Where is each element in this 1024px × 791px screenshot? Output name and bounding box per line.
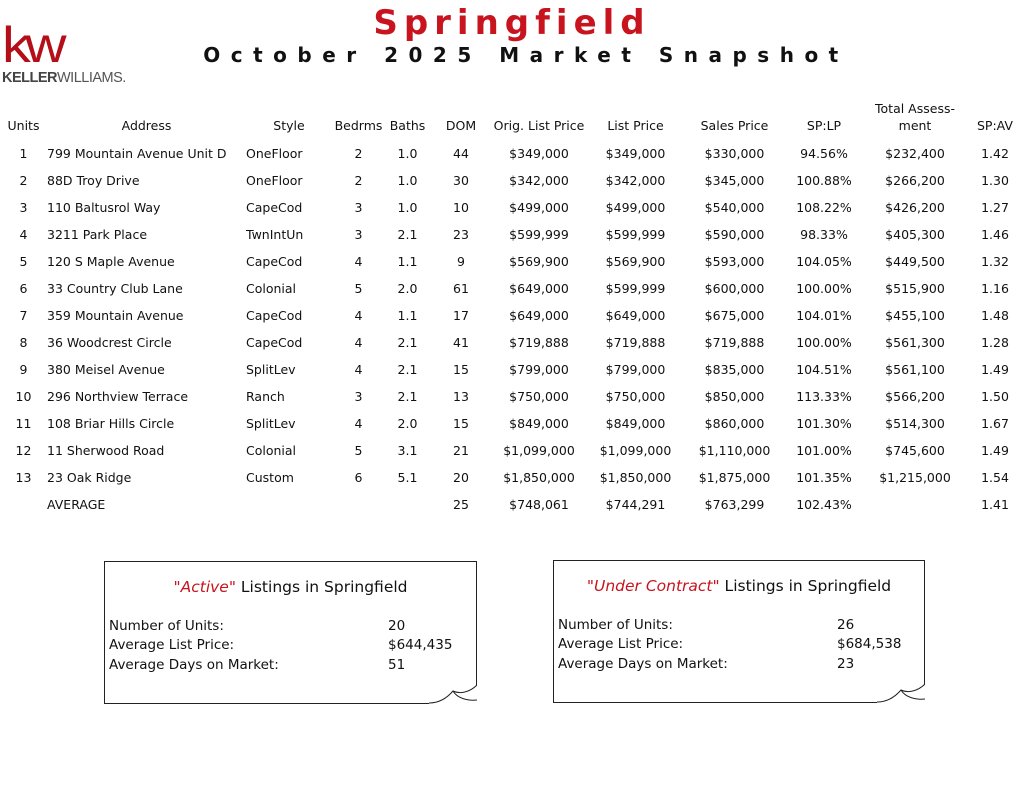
cell-sp-av: 1.67 (981, 416, 1009, 431)
cell-unit: 3 (19, 200, 28, 215)
cell-sp-av: 1.54 (981, 470, 1009, 485)
table-row (0, 329, 1024, 356)
cell-style: CapeCod (246, 335, 303, 350)
cell-total-assessment: $426,200 (885, 200, 945, 215)
cell-style: SplitLev (246, 416, 296, 431)
cell-sp-av: 1.48 (981, 308, 1009, 323)
cell-dom: 9 (457, 254, 465, 269)
header-bedrms: Bedrms (334, 118, 383, 133)
market-table (0, 94, 1024, 518)
header-orig-list-price: Orig. List Price (493, 118, 585, 133)
cell-baths: 1.1 (397, 308, 418, 323)
cell-sales-price: $345,000 (704, 173, 765, 188)
cell-dom: 30 (453, 173, 469, 188)
avg-cell-bedrooms (332, 491, 385, 518)
cell-address: 108 Briar Hills Circle (47, 416, 175, 431)
cell-sp-lp: 113.33% (796, 389, 852, 404)
cell-sales-price: $719,888 (704, 335, 765, 350)
cell-sp-av: 1.49 (981, 443, 1009, 458)
cell-list-price: $499,000 (605, 200, 666, 215)
cell-bedrooms: 5 (354, 443, 363, 458)
active-listings-box (104, 561, 477, 704)
cell-sales-price: $593,000 (704, 254, 765, 269)
cell-sp-av: 1.32 (981, 254, 1009, 269)
cell-sales-price: $590,000 (704, 227, 765, 242)
cell-list-price: $599,999 (605, 281, 666, 296)
table-body (0, 140, 1024, 518)
active-units-value: 20 (388, 618, 406, 634)
cell-dom: 44 (453, 146, 469, 161)
cell-baths: 3.1 (397, 443, 418, 458)
cell-list-price: $349,000 (605, 146, 666, 161)
cell-style: OneFloor (246, 146, 303, 161)
cell-address: 120 S Maple Avenue (47, 254, 175, 269)
cell-total-assessment: $1,215,000 (879, 470, 951, 485)
page-subtitle: October 2025 Market Snapshot (203, 43, 849, 67)
avg-cell-orig-list-price: $748,061 (509, 497, 569, 512)
avg-cell-dom: 25 (453, 497, 469, 512)
page-title: Springfield (373, 3, 651, 43)
cell-total-assessment: $232,400 (885, 146, 945, 161)
cell-sales-price: $1,110,000 (698, 443, 771, 458)
page-curl-icon (877, 683, 925, 703)
cell-orig-list-price: $649,000 (509, 281, 569, 296)
cell-sp-lp: 101.30% (796, 416, 852, 431)
header-sp-lp: SP:LP (806, 118, 842, 133)
table-row (0, 221, 1024, 248)
cell-total-assessment: $514,300 (885, 416, 945, 431)
cell-list-price: $750,000 (605, 389, 666, 404)
cell-unit: 6 (19, 281, 28, 296)
cell-sp-lp: 101.00% (796, 443, 852, 458)
cell-orig-list-price: $1,850,000 (503, 470, 575, 485)
cell-sp-lp: 100.00% (796, 335, 852, 350)
cell-sp-av: 1.27 (981, 200, 1009, 215)
cell-total-assessment: $449,500 (885, 254, 945, 269)
page-curl-icon (429, 684, 477, 704)
avg-cell-baths (385, 491, 430, 518)
cell-sales-price: $1,875,000 (698, 470, 771, 485)
cell-dom: 13 (453, 389, 469, 404)
cell-orig-list-price: $499,000 (509, 200, 569, 215)
cell-sales-price: $835,000 (704, 362, 765, 377)
cell-orig-list-price: $750,000 (509, 389, 569, 404)
cell-style: CapeCod (246, 200, 303, 215)
cell-sp-lp: 104.01% (796, 308, 852, 323)
cell-sales-price: $600,000 (704, 281, 765, 296)
cell-list-price: $569,900 (605, 254, 666, 269)
cell-bedrooms: 3 (354, 200, 363, 215)
header-sales-price: Sales Price (700, 118, 769, 133)
kw-logo-mark: kw (2, 17, 61, 73)
cell-orig-list-price: $342,000 (509, 173, 569, 188)
cell-address: 11 Sherwood Road (47, 443, 165, 458)
contract-price-label: Average List Price: (558, 636, 684, 652)
cell-bedrooms: 4 (354, 416, 363, 431)
logo-brand-text: KELLERWILLIAMS. (2, 70, 126, 86)
cell-list-price: $849,000 (605, 416, 666, 431)
cell-address: 33 Country Club Lane (47, 281, 183, 296)
cell-bedrooms: 4 (354, 335, 363, 350)
cell-address: 36 Woodcrest Circle (47, 335, 172, 350)
cell-orig-list-price: $799,000 (509, 362, 569, 377)
cell-total-assessment: $455,100 (885, 308, 945, 323)
cell-baths: 2.0 (397, 416, 418, 431)
header-units: Units (7, 118, 40, 133)
under-contract-listings-box (553, 560, 925, 703)
contract-units-label: Number of Units: (558, 617, 673, 633)
contract-dom-label: Average Days on Market: (558, 656, 728, 672)
cell-baths: 1.0 (397, 200, 418, 215)
contract-box-title: "Under Contract" Listings in Springfield (586, 577, 892, 595)
cell-dom: 41 (453, 335, 469, 350)
table-row (0, 356, 1024, 383)
cell-sp-lp: 100.88% (796, 173, 852, 188)
cell-orig-list-price: $719,888 (509, 335, 569, 350)
cell-list-price: $649,000 (605, 308, 666, 323)
cell-orig-list-price: $349,000 (509, 146, 569, 161)
active-units-label: Number of Units: (109, 618, 224, 634)
avg-cell-sp-av: 1.41 (981, 497, 1009, 512)
cell-list-price: $599,999 (605, 227, 666, 242)
cell-unit: 1 (19, 146, 28, 161)
active-box-title: "Active" Listings in Springfield (173, 578, 408, 596)
cell-baths: 2.1 (397, 227, 418, 242)
cell-sp-lp: 98.33% (800, 227, 848, 242)
cell-style: Colonial (246, 443, 297, 458)
cell-dom: 15 (453, 362, 469, 377)
header-total-assessment: Total Assess- ment (875, 101, 955, 133)
cell-unit: 2 (19, 173, 28, 188)
cell-dom: 23 (453, 227, 469, 242)
cell-unit: 5 (19, 254, 28, 269)
cell-orig-list-price: $569,900 (509, 254, 569, 269)
cell-sp-lp: 104.05% (796, 254, 852, 269)
cell-baths: 2.1 (397, 335, 418, 350)
cell-total-assessment: $561,300 (885, 335, 945, 350)
header-sp-av: SP:AV (977, 118, 1013, 133)
cell-sales-price: $330,000 (704, 146, 765, 161)
cell-sales-price: $675,000 (704, 308, 765, 323)
cell-list-price: $799,000 (605, 362, 666, 377)
cell-dom: 61 (453, 281, 469, 296)
header-list-price: List Price (607, 118, 664, 133)
cell-style: OneFloor (246, 173, 303, 188)
cell-sp-lp: 100.00% (796, 281, 852, 296)
cell-list-price: $719,888 (605, 335, 666, 350)
cell-bedrooms: 2 (354, 173, 363, 188)
cell-bedrooms: 4 (354, 254, 363, 269)
cell-orig-list-price: $849,000 (509, 416, 569, 431)
avg-cell-average-label: AVERAGE (47, 497, 106, 512)
cell-unit: 11 (15, 416, 32, 431)
cell-orig-list-price: $649,000 (509, 308, 569, 323)
average-row (0, 491, 1024, 518)
cell-style: Ranch (246, 389, 285, 404)
cell-style: Custom (246, 470, 294, 485)
cell-bedrooms: 2 (354, 146, 363, 161)
cell-style: Colonial (246, 281, 297, 296)
cell-unit: 12 (15, 443, 32, 458)
cell-sales-price: $850,000 (704, 389, 765, 404)
cell-sales-price: $860,000 (704, 416, 765, 431)
cell-baths: 1.0 (397, 146, 418, 161)
cell-bedrooms: 3 (354, 227, 363, 242)
cell-baths: 2.0 (397, 281, 418, 296)
cell-address: 88D Troy Drive (47, 173, 140, 188)
cell-bedrooms: 5 (354, 281, 363, 296)
cell-total-assessment: $745,600 (885, 443, 945, 458)
avg-cell-total-assessment (864, 491, 966, 518)
cell-dom: 20 (453, 470, 469, 485)
table-row (0, 464, 1024, 491)
cell-sp-av: 1.28 (981, 335, 1009, 350)
cell-bedrooms: 4 (354, 308, 363, 323)
cell-dom: 15 (453, 416, 469, 431)
cell-sp-av: 1.30 (981, 173, 1009, 188)
cell-address: 296 Northview Terrace (47, 389, 189, 404)
table-row (0, 302, 1024, 329)
cell-address: 110 Baltusrol Way (47, 200, 161, 215)
cell-unit: 10 (15, 389, 32, 404)
cell-style: CapeCod (246, 308, 303, 323)
table-header-row (0, 94, 1024, 140)
avg-cell-style (246, 491, 332, 518)
table-row (0, 194, 1024, 221)
contract-price-value: $684,538 (837, 636, 902, 652)
cell-unit: 7 (19, 308, 28, 323)
cell-sp-lp: 104.51% (796, 362, 852, 377)
cell-list-price: $1,850,000 (599, 470, 672, 485)
cell-address: 3211 Park Place (47, 227, 148, 242)
cell-orig-list-price: $1,099,000 (503, 443, 575, 458)
cell-baths: 5.1 (397, 470, 418, 485)
cell-bedrooms: 3 (354, 389, 363, 404)
cell-sp-av: 1.16 (981, 281, 1009, 296)
cell-style: CapeCod (246, 254, 303, 269)
cell-baths: 1.1 (397, 254, 418, 269)
cell-style: SplitLev (246, 362, 296, 377)
table-row (0, 248, 1024, 275)
cell-sp-lp: 94.56% (800, 146, 848, 161)
contract-units-value: 26 (837, 617, 855, 633)
cell-baths: 2.1 (397, 362, 418, 377)
table-row (0, 437, 1024, 464)
cell-address: 799 Mountain Avenue Unit D (47, 146, 227, 161)
cell-style: TwnIntUn (246, 227, 304, 242)
cell-total-assessment: $515,900 (885, 281, 945, 296)
table-row (0, 167, 1024, 194)
avg-cell-unit (0, 491, 47, 518)
avg-cell-list-price: $744,291 (605, 497, 666, 512)
cell-total-assessment: $566,200 (885, 389, 945, 404)
header-style: Style (273, 118, 305, 133)
header-baths: Baths (389, 118, 426, 133)
cell-total-assessment: $561,100 (885, 362, 945, 377)
cell-sp-av: 1.42 (981, 146, 1009, 161)
cell-baths: 1.0 (397, 173, 418, 188)
cell-list-price: $1,099,000 (599, 443, 672, 458)
contract-dom-value: 23 (837, 656, 855, 672)
header-dom: DOM (445, 118, 477, 133)
active-price-label: Average List Price: (109, 637, 235, 653)
cell-dom: 21 (453, 443, 469, 458)
cell-list-price: $342,000 (605, 173, 666, 188)
cell-sp-av: 1.46 (981, 227, 1009, 242)
cell-unit: 8 (19, 335, 28, 350)
cell-orig-list-price: $599,999 (509, 227, 569, 242)
avg-cell-sp-lp: 102.43% (796, 497, 852, 512)
cell-address: 23 Oak Ridge (47, 470, 132, 485)
cell-sp-av: 1.50 (981, 389, 1009, 404)
cell-address: 359 Mountain Avenue (47, 308, 184, 323)
cell-dom: 10 (453, 200, 469, 215)
cell-bedrooms: 4 (354, 362, 363, 377)
table-row (0, 140, 1024, 167)
cell-sp-av: 1.49 (981, 362, 1009, 377)
cell-sp-lp: 101.35% (796, 470, 852, 485)
cell-baths: 2.1 (397, 389, 418, 404)
table-row (0, 410, 1024, 437)
active-dom-value: 51 (388, 657, 406, 673)
header-address: Address (121, 118, 172, 133)
cell-sales-price: $540,000 (704, 200, 765, 215)
table-row (0, 275, 1024, 302)
cell-bedrooms: 6 (354, 470, 363, 485)
cell-total-assessment: $266,200 (885, 173, 945, 188)
cell-dom: 17 (453, 308, 469, 323)
cell-total-assessment: $405,300 (885, 227, 945, 242)
active-dom-label: Average Days on Market: (109, 657, 279, 673)
active-price-value: $644,435 (388, 637, 453, 653)
cell-unit: 13 (15, 470, 32, 485)
cell-unit: 9 (19, 362, 28, 377)
table-row (0, 383, 1024, 410)
cell-sp-lp: 108.22% (796, 200, 852, 215)
cell-address: 380 Meisel Avenue (47, 362, 165, 377)
cell-unit: 4 (19, 227, 28, 242)
avg-cell-sales-price: $763,299 (704, 497, 765, 512)
